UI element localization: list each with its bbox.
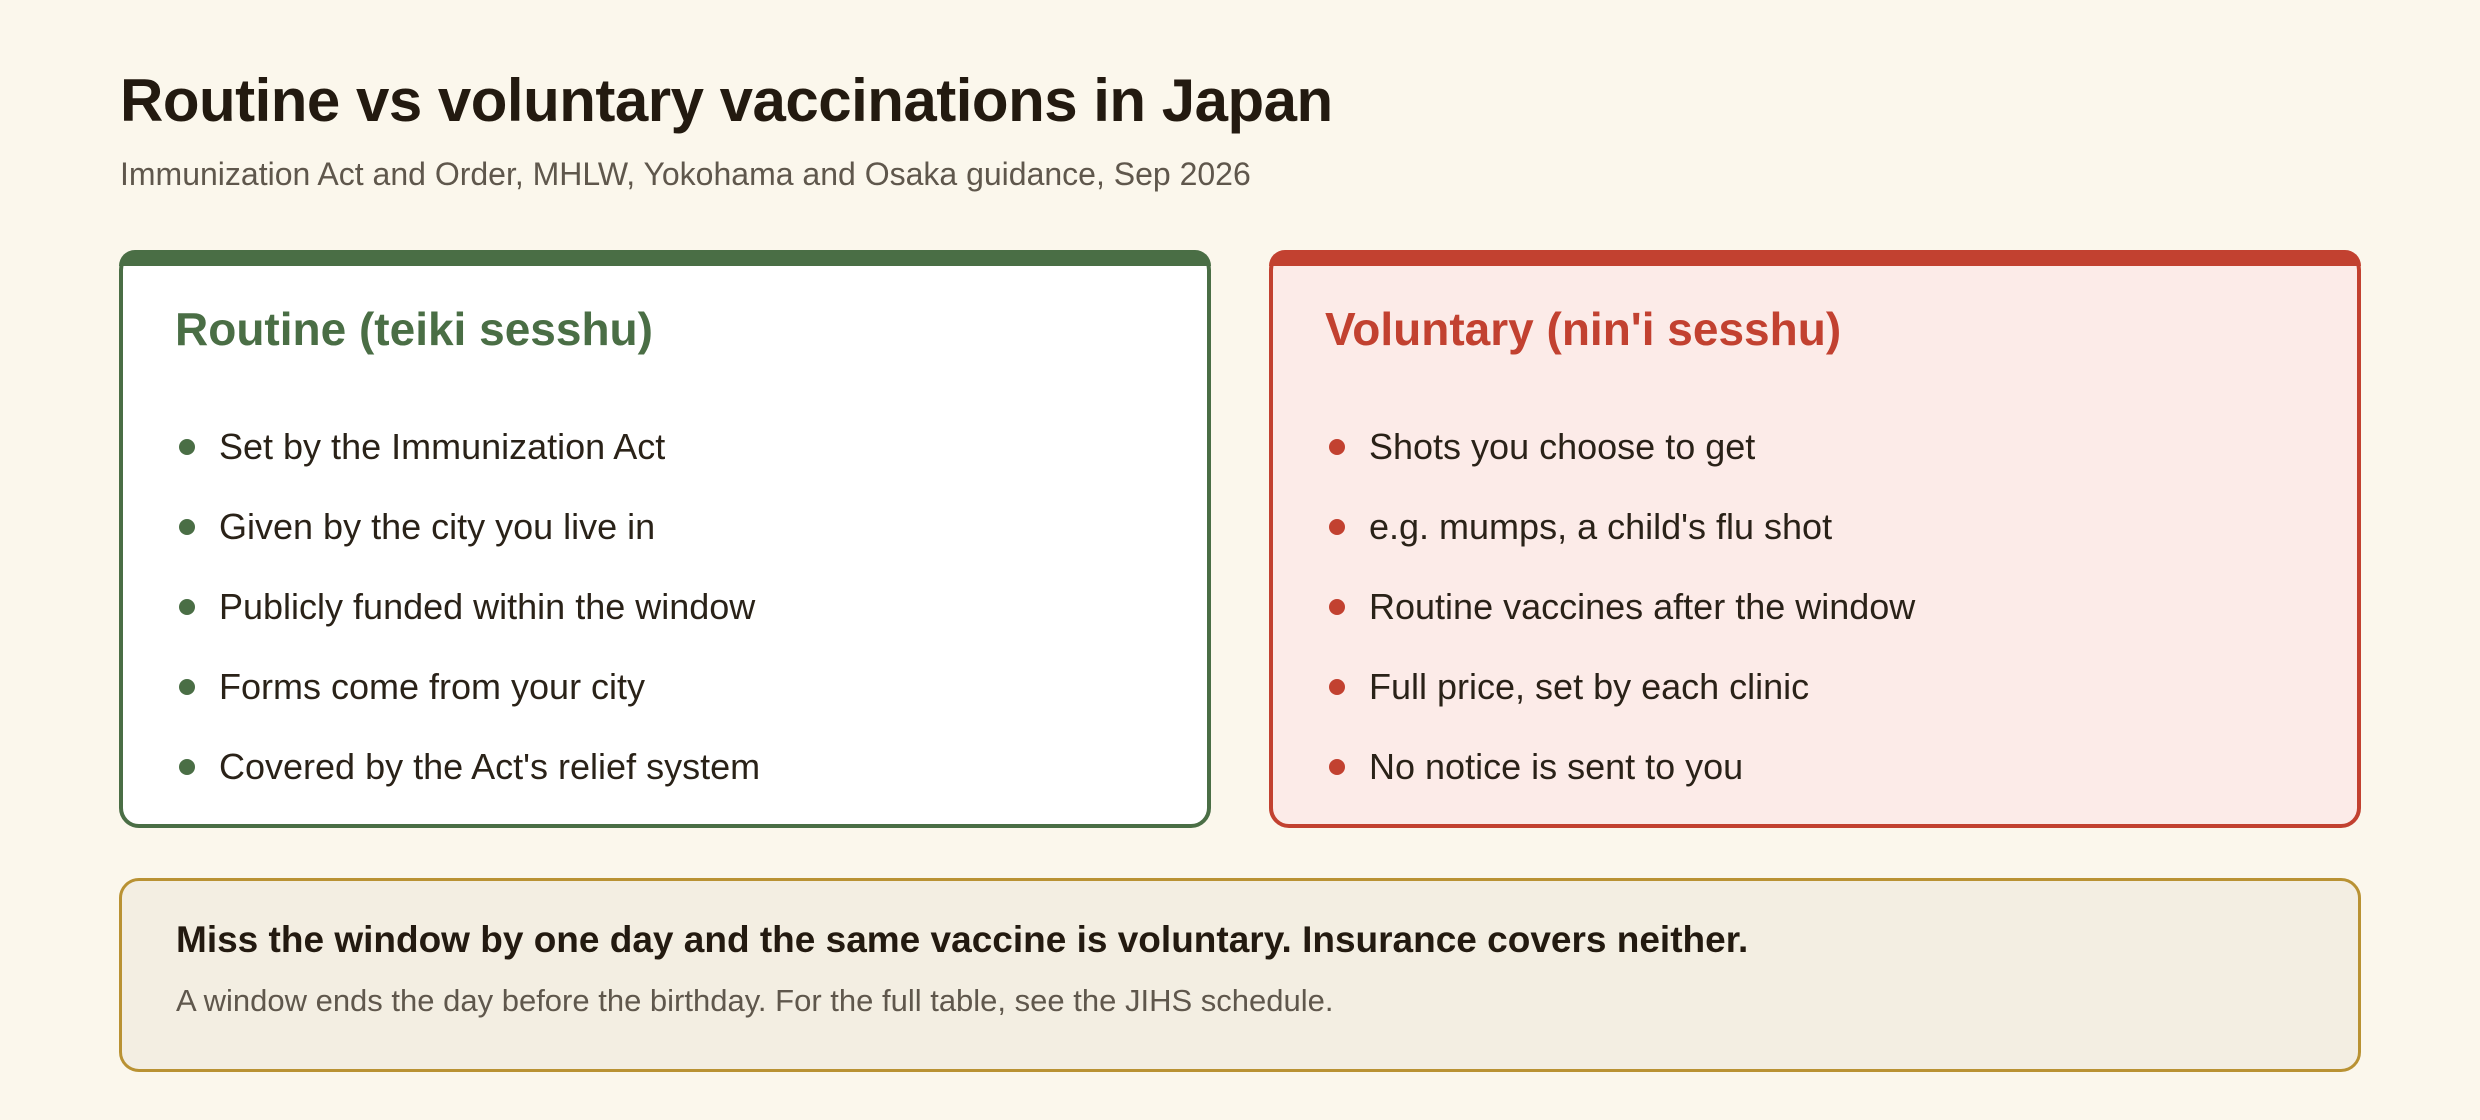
list-item-text: Shots you choose to get (1369, 426, 1756, 467)
callout-note (119, 878, 2361, 1072)
bullet-icon (1329, 759, 1345, 775)
list-item (175, 727, 760, 807)
list-item-text: e.g. mumps, a child's flu shot (1369, 506, 1833, 547)
list-item (1325, 647, 1915, 727)
list-item (175, 407, 760, 487)
list-item (1325, 727, 1915, 807)
bullet-icon (179, 759, 195, 775)
list-item-text: Given by the city you live in (219, 506, 656, 547)
list-item-text: Set by the Immunization Act (219, 426, 666, 467)
list-item-text: Publicly funded within the window (219, 586, 756, 627)
list-item-text: Routine vaccines after the window (1369, 586, 1916, 627)
page-title: Routine vs voluntary vaccinations in Japan (120, 67, 1333, 134)
bullet-icon (1329, 439, 1345, 455)
bullet-icon (1329, 519, 1345, 535)
voluntary-card (1269, 250, 2361, 828)
list-item-text: Forms come from your city (219, 666, 646, 707)
routine-card (119, 250, 1211, 828)
voluntary-card-accent-bar (1269, 250, 2361, 266)
bullet-icon (179, 519, 195, 535)
list-item (1325, 487, 1915, 567)
list-item-text: No notice is sent to you (1369, 746, 1744, 787)
callout-headline: Miss the window by one day and the same vaccine is voluntary. Insurance covers neither. (176, 919, 1749, 960)
list-item-text: Covered by the Act's relief system (219, 746, 761, 787)
routine-card-heading: Routine (teiki sesshu) (175, 303, 653, 355)
callout-body: A window ends the day before the birthday. For the full table, see the JIHS schedule. (176, 983, 1334, 1018)
list-item-text: Full price, set by each clinic (1369, 666, 1810, 707)
routine-card-accent-bar (119, 250, 1211, 266)
routine-list (175, 407, 760, 807)
bullet-icon (179, 599, 195, 615)
list-item (175, 567, 760, 647)
list-item (1325, 567, 1915, 647)
list-item (175, 487, 760, 567)
bullet-icon (179, 679, 195, 695)
voluntary-card-heading: Voluntary (nin'i sesshu) (1325, 303, 1842, 355)
voluntary-list (1325, 407, 1915, 807)
list-item (175, 647, 760, 727)
bullet-icon (1329, 599, 1345, 615)
bullet-icon (179, 439, 195, 455)
bullet-icon (1329, 679, 1345, 695)
list-item (1325, 407, 1915, 487)
page-subtitle: Immunization Act and Order, MHLW, Yokohama and Osaka guidance, Sep 2026 (120, 156, 1251, 192)
